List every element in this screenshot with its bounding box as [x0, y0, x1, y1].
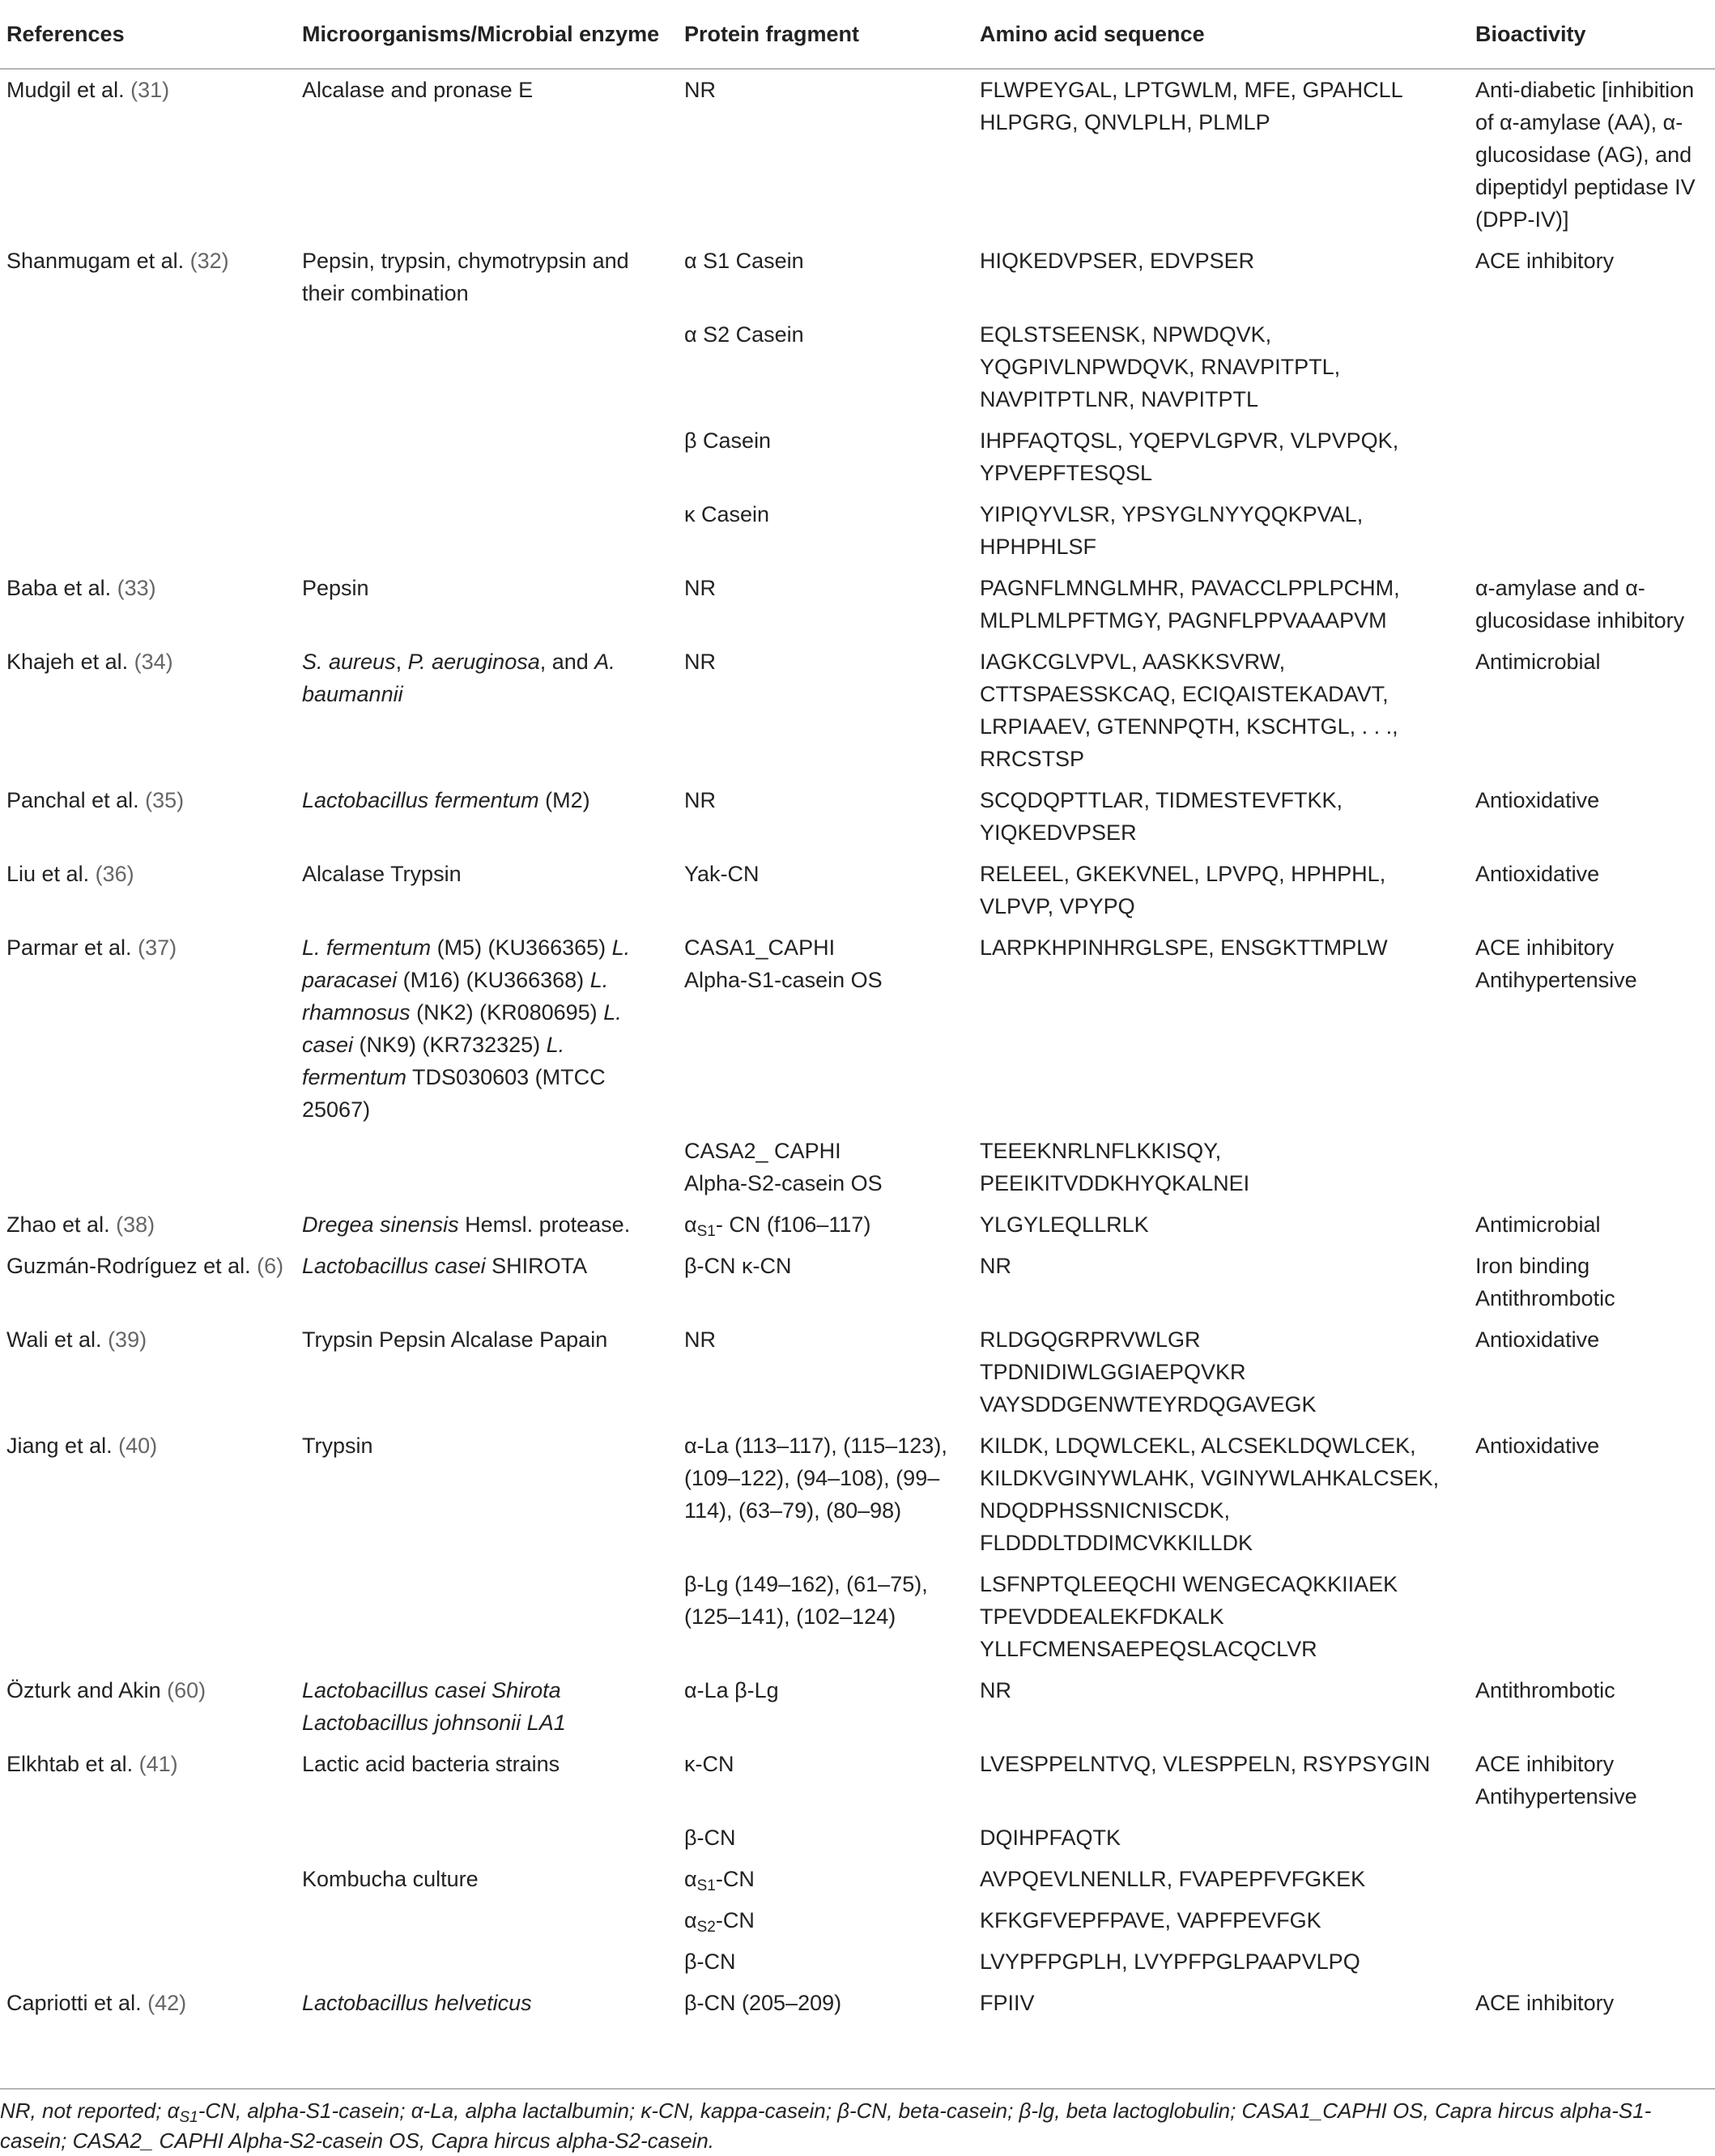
- bioactivity-cell: Antioxidative: [1475, 862, 1600, 886]
- table-row: [0, 1131, 1715, 1204]
- bioactivity-cell: ACE inhibitory: [1475, 249, 1615, 273]
- table-row: [0, 1900, 1715, 1941]
- table-row: [0, 420, 1715, 494]
- table-row: [0, 927, 1715, 1131]
- reference-cell: Baba et al. (33): [6, 576, 156, 600]
- bioactivity-cell: Antithrombotic: [1475, 1678, 1615, 1702]
- fragment-cell: α S1 Casein: [684, 249, 804, 273]
- sequence-cell: LVESPPELNTVQ, VLESPPELN, RSYPSYGIN: [980, 1752, 1431, 1776]
- sequence-cell: EQLSTSEENSK, NPWDQVK, YQGPIVLNPWDQVK, RNAVPITPTL, NAVPITPTLNR, NAVPITPTL: [980, 322, 1341, 411]
- fragment-cell: β-CN: [684, 1826, 736, 1850]
- fragment-cell: β-CN κ-CN: [684, 1254, 792, 1278]
- fragment-cell: $\alpha_{S1}-$ CN (f106–117): [684, 1212, 871, 1240]
- reference-cell: Parmar et al. (37): [6, 935, 177, 960]
- reference-cell: Mudgil et al. (31): [6, 78, 170, 102]
- table-row: [0, 1744, 1715, 1817]
- sequence-cell: NR: [980, 1678, 1011, 1702]
- header-bioactivity: Bioactivity: [1469, 0, 1715, 69]
- fragment-cell: NR: [684, 650, 716, 674]
- fragment-cell: NR: [684, 78, 716, 102]
- sequence-cell: PAGNFLMNGLMHR, PAVACCLPPLPCHM, MLPLMLPFTMGY, PAGNFLPPVAAAPVM: [980, 576, 1400, 633]
- table-row: [0, 314, 1715, 420]
- citation-link[interactable]: (35): [145, 788, 185, 812]
- citation-link[interactable]: (36): [95, 862, 134, 886]
- bioactivity-cell: Antioxidative: [1475, 1434, 1600, 1458]
- sequence-cell: HIQKEDVPSER, EDVPSER: [980, 249, 1255, 273]
- reference-cell: Liu et al. (36): [6, 862, 134, 886]
- fragment-cell: κ Casein: [684, 502, 770, 526]
- citation-link[interactable]: (60): [167, 1678, 206, 1702]
- organism-cell: Dregea sinensis Hemsl. protease.: [302, 1212, 631, 1237]
- table-row: [0, 1425, 1715, 1564]
- sequence-cell: IHPFAQTQSL, YQEPVLGPVR, VLPVPQK, YPVEPFTESQSL: [980, 428, 1399, 485]
- sequence-cell: AVPQEVLNENLLR, FVAPEPFVFGKEK: [980, 1867, 1366, 1891]
- sequence-cell: LSFNPTQLEEQCHI WENGECAQKKIIAEK TPEVDDEALEKFDKALK YLLFCMENSAEPEQSLACQCLVR: [980, 1572, 1398, 1661]
- table-row: [0, 854, 1715, 927]
- sequence-cell: TEEEKNRLNFLKKISQY, PEEIKITVDDKHYQKALNEI: [980, 1139, 1250, 1195]
- table-row: [0, 494, 1715, 568]
- reference-cell: Elkhtab et al. (41): [6, 1752, 178, 1776]
- reference-cell: Panchal et al. (35): [6, 788, 185, 812]
- organism-cell: Lactobacillus casei Shirota Lactobacillus johnsonii LA1: [302, 1678, 566, 1735]
- citation-link[interactable]: (42): [147, 1991, 187, 2015]
- fragment-cell: β-CN: [684, 1949, 736, 1974]
- sequence-cell: KFKGFVEPFPAVE, VAPFPEVFGK: [980, 1908, 1321, 1932]
- reference-cell: Khajeh et al. (34): [6, 650, 173, 674]
- organism-cell: Alcalase Trypsin: [302, 862, 462, 886]
- organism-cell: Alcalase and pronase E: [302, 78, 534, 102]
- reference-cell: Zhao et al. (38): [6, 1212, 155, 1237]
- reference-cell: Guzmán-Rodríguez et al. (6): [6, 1254, 284, 1278]
- reference-cell: Capriotti et al. (42): [6, 1991, 187, 2015]
- organism-cell: Lactobacillus casei SHIROTA: [302, 1254, 588, 1278]
- citation-link[interactable]: (31): [130, 78, 170, 102]
- fragment-cell: CASA1_CAPHI Alpha-S1-casein OS: [684, 935, 883, 992]
- fragment-cell: $\alpha_{S1}-CN$: [684, 1867, 755, 1894]
- fragment-cell: α S2 Casein: [684, 322, 804, 347]
- table-row: [0, 1670, 1715, 1744]
- bioactivity-cell: α-amylase and α-glucosidase inhibitory: [1475, 576, 1685, 633]
- table-row: [0, 241, 1715, 314]
- organism-cell: Lactic acid bacteria strains: [302, 1752, 560, 1776]
- citation-link[interactable]: (41): [138, 1752, 178, 1776]
- citation-link[interactable]: (37): [138, 935, 177, 960]
- fragment-cell: CASA2_ CAPHI Alpha-S2-casein OS: [684, 1139, 883, 1195]
- organism-cell: Kombucha culture: [302, 1867, 479, 1891]
- table-row: [0, 69, 1715, 241]
- bioactivity-cell: ACE inhibitory Antihypertensive: [1475, 935, 1637, 992]
- citation-link[interactable]: (6): [257, 1254, 284, 1278]
- citation-link[interactable]: (39): [108, 1327, 147, 1352]
- bioactivity-cell: Antioxidative: [1475, 788, 1600, 812]
- sequence-cell: NR: [980, 1254, 1011, 1278]
- table-row: [0, 1319, 1715, 1425]
- organism-cell: Trypsin: [302, 1434, 373, 1458]
- citation-link[interactable]: (34): [134, 650, 173, 674]
- fragment-cell: NR: [684, 576, 716, 600]
- organism-cell: Pepsin, trypsin, chymotrypsin and their combination: [302, 249, 629, 305]
- table-row: [0, 780, 1715, 854]
- bioactivity-cell: Iron binding Antithrombotic: [1475, 1254, 1615, 1310]
- reference-cell: Shanmugam et al. (32): [6, 249, 229, 273]
- bioactivity-cell: Antimicrobial: [1475, 650, 1601, 674]
- header-protein-fragment: Protein fragment: [678, 0, 973, 69]
- citation-link[interactable]: (38): [116, 1212, 155, 1237]
- organism-cell: Lactobacillus helveticus: [302, 1991, 532, 2015]
- table-row: [0, 1564, 1715, 1670]
- organism-cell: Trypsin Pepsin Alcalase Papain: [302, 1327, 608, 1352]
- table-row: [0, 1983, 1715, 2024]
- reference-cell: Özturk and Akin (60): [6, 1678, 206, 1702]
- sequence-cell: RELEEL, GKEKVNEL, LPVPQ, HPHPHL, VLPVP, VPYPQ: [980, 862, 1386, 918]
- table-row: [0, 1817, 1715, 1859]
- table-row: [0, 1246, 1715, 1319]
- sequence-cell: YIPIQYVLSR, YPSYGLNYYQQKPVAL, HPHPHLSF: [980, 502, 1364, 559]
- sequence-cell: RLDGQGRPRVWLGR TPDNIDIWLGGIAEPQVKR VAYSDDGENWTEYRDQGAVEGK: [980, 1327, 1317, 1417]
- bioactivity-cell: Antioxidative: [1475, 1327, 1600, 1352]
- header-amino-acid-sequence: Amino acid sequence: [973, 0, 1469, 69]
- table-row: [0, 1204, 1715, 1246]
- organism-cell: S. aureus, P. aeruginosa, and A. baumannii: [302, 650, 615, 706]
- fragment-cell: $\alpha_{S2}-CN$: [684, 1908, 755, 1936]
- table-row: [0, 1941, 1715, 1983]
- sequence-cell: DQIHPFAQTK: [980, 1826, 1121, 1850]
- fragment-cell: β Casein: [684, 428, 772, 453]
- sequence-cell: KILDK, LDQWLCEKL, ALCSEKLDQWLCEK, KILDKVGINYWLAHK, VGINYWLAHKALCSEK, NDQDPHSSNICNISCDK, FLDDDLTDDIMCVKKILLDK: [980, 1434, 1440, 1555]
- sequence-cell: FLWPEYGAL, LPTGWLM, MFE, GPAHCLL HLPGRG, QNVLPLH, PLMLP: [980, 78, 1402, 134]
- sequence-cell: FPIIV: [980, 1991, 1035, 2015]
- sequence-cell: LARPKHPINHRGLSPE, ENSGKTTMPLW: [980, 935, 1388, 960]
- bioactivity-cell: Anti-diabetic [inhibition of α-amylase (AA), α-glucosidase (AG), and dipeptidyl peptidase IV (DPP-IV)]: [1475, 78, 1696, 232]
- sequence-cell: IAGKCGLVPVL, AASKKSVRW, CTTSPAESSKCAQ, ECIQAISTEKADAVT, LRPIAAEV, GTENNPQTH, KSCHTGL, . . ., RRCSTSP: [980, 650, 1398, 771]
- sequence-cell: SCQDQPTTLAR, TIDMESTEVFTKK, YIQKEDVPSER: [980, 788, 1343, 845]
- fragment-cell: α-La (113–117), (115–123), (109–122), (94–108), (99–114), (63–79), (80–98): [684, 1434, 947, 1523]
- fragment-cell: NR: [684, 788, 716, 812]
- table-row: [0, 1859, 1715, 1900]
- fragment-cell: α-La β-Lg: [684, 1678, 779, 1702]
- reference-cell: Jiang et al. (40): [6, 1434, 158, 1458]
- header-row: [0, 0, 1715, 69]
- sequence-cell: YLGYLEQLLRLK: [980, 1212, 1149, 1237]
- reference-cell: Wali et al. (39): [6, 1327, 147, 1352]
- fragment-cell: NR: [684, 1327, 716, 1352]
- bioactivity-cell: Antimicrobial: [1475, 1212, 1601, 1237]
- organism-cell: L. fermentum (M5) (KU366365) L. paracasei (M16) (KU366368) L. rhamnosus (NK2) (KR080695) L. casei (NK9) (KR732325) L. fermentum TDS030603 (MTCC 25067): [302, 935, 631, 1122]
- table-row: [0, 568, 1715, 641]
- fragment-cell: κ-CN: [684, 1752, 734, 1776]
- fragment-cell: Yak-CN: [684, 862, 760, 886]
- bioactivity-cell: ACE inhibitory Antihypertensive: [1475, 1752, 1637, 1809]
- organism-cell: Lactobacillus fermentum (M2): [302, 788, 590, 812]
- citation-link[interactable]: (33): [117, 576, 156, 600]
- citation-link[interactable]: (32): [189, 249, 229, 273]
- header-references: References: [0, 0, 296, 69]
- citation-link[interactable]: (40): [118, 1434, 158, 1458]
- table-row: [0, 641, 1715, 780]
- table-footnote: NR, not reported; $\alpha_{S1}-CN$, alpha-S1-casein; α-La, alpha lactalbumin; κ-CN, kappa-casein; β-CN, beta-casein; β-lg, beta lactoglobulin; CASA1_CAPHI OS, Capra hircus alpha-S1-casein; CASA2_ CAPHI Alpha-S2-casein OS, Capra hircus alpha-S2-casein.: [0, 2088, 1715, 2156]
- fragment-cell: β-Lg (149–162), (61–75), (125–141), (102–124): [684, 1572, 928, 1629]
- bioactivity-cell: ACE inhibitory: [1475, 1991, 1615, 2015]
- sequence-cell: LVYPFPGPLH, LVYPFPGLPAAPVLPQ: [980, 1949, 1360, 1974]
- fragment-cell: β-CN (205–209): [684, 1991, 842, 2015]
- header-microorganisms: Microorganisms/Microbial enzyme: [296, 0, 678, 69]
- organism-cell: Pepsin: [302, 576, 369, 600]
